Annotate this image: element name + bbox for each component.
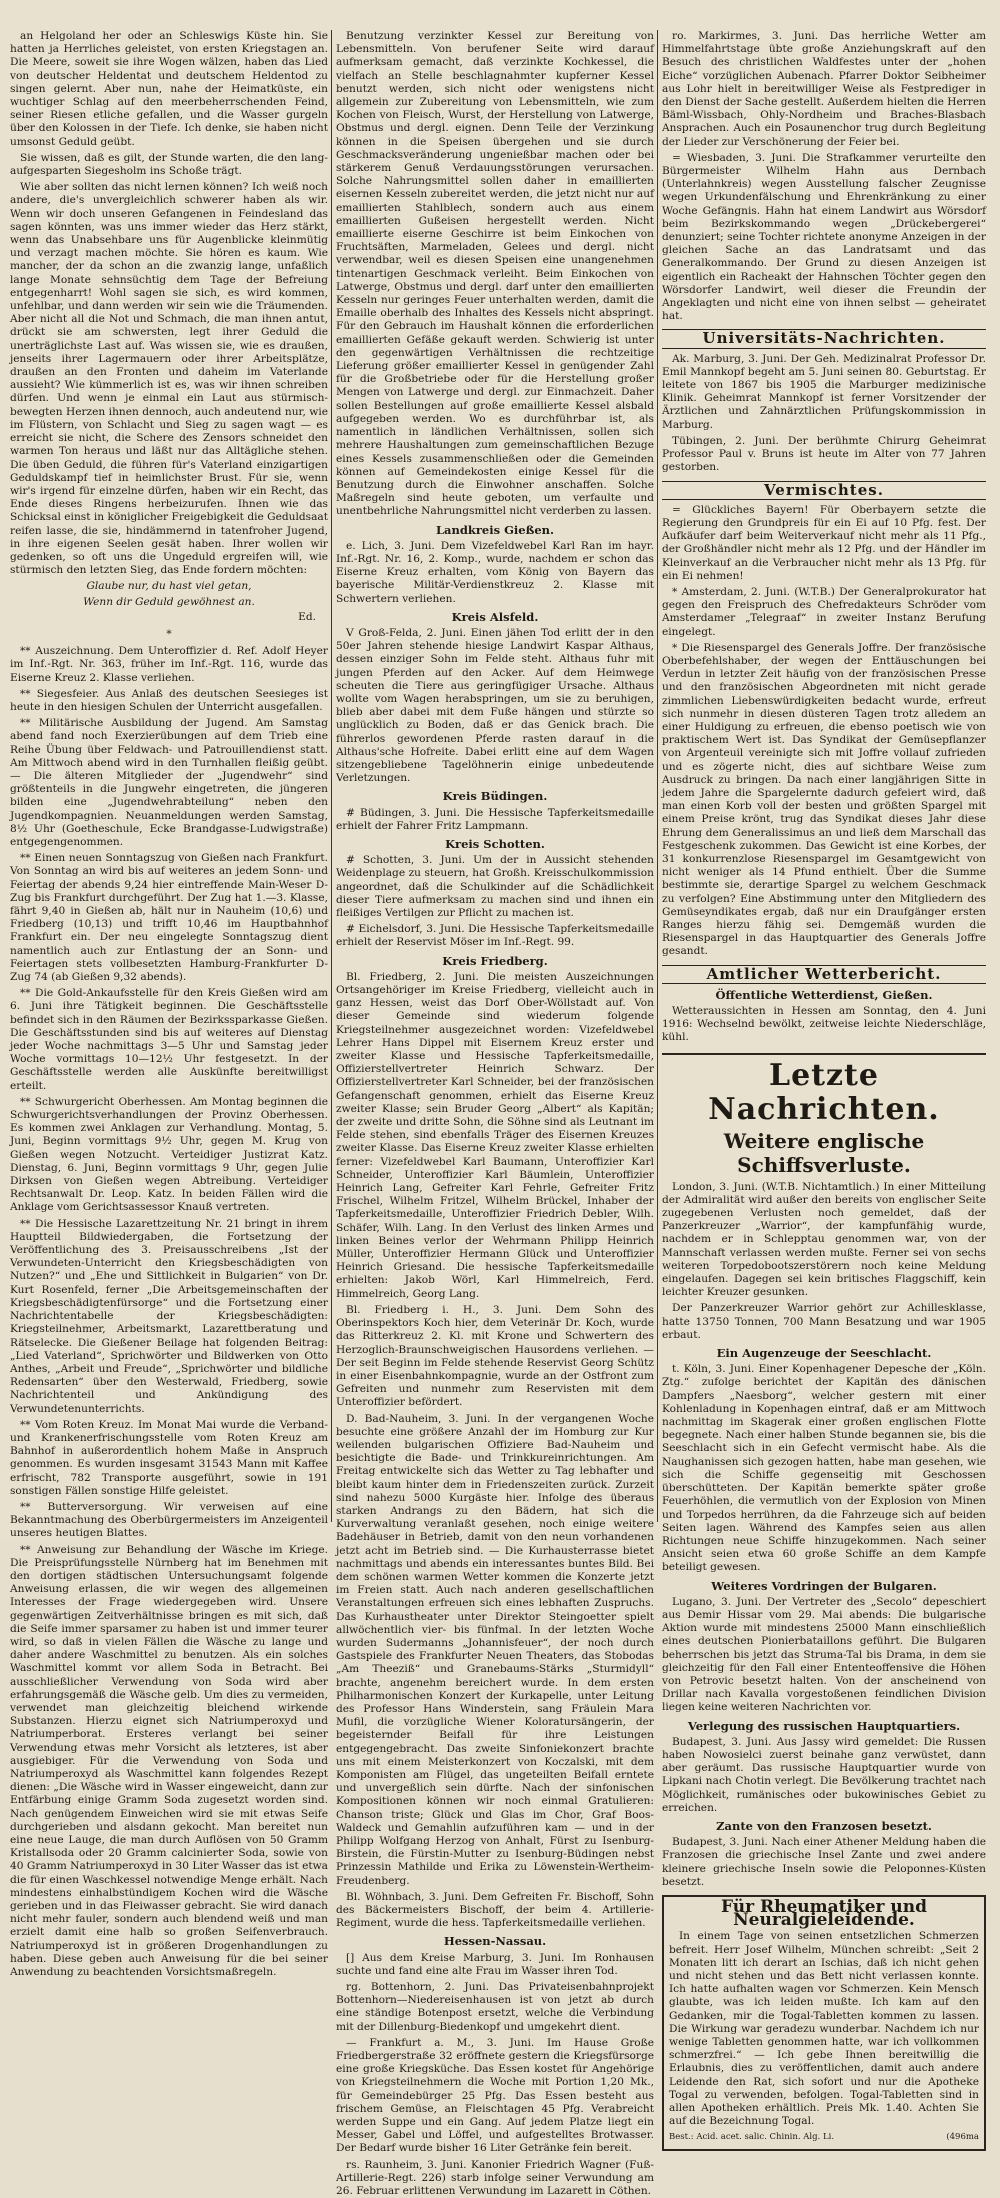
news-item: ** Die Gold-Ankaufsstelle für den Kreis Gießen wird am 6. Juni ihre Tätigkeit beginnen. Die Geschäftsstelle befindet sich in den Räumen der Bezirkssparkasse Gießen. Die Geschäftsstunden sind bis auf weiteres auf Dienstag jeder Woche nachmittags 3—5 Uhr und Samstag jeder Woche vormittags 10—12½ Uhr festgesetzt. In der Geschäftsstelle werden alle Auskünfte bereitwilligst erteilt. <box>10 987 328 1092</box>
section-heading-miscellaneous: Vermischtes. <box>662 481 986 500</box>
news-item: t. Köln, 3. Juni. Einer Kopenhagener Depesche der „Köln. Ztg.“ zufolge berichtet der Kapitän des dänischen Dampfers „Naesborg“, welcher gestern mit einer Kohlenladung in Kopenhagen eintraf, daß er am Mittwoch nachmittag im Skagerak einer großen englischen Flotte begegnete. Nach einer halben Stunde begannen sie, bis die Seeschlacht sich in ein Gefecht vermischt habe. Als die Naughanissen sich gezogen hatten, habe man gesehen, wie sich die Schiffe gegenseitig mit Geschossen überschütteten. Der Kapitän bemerkte später große Feuerhöhlen, die vermutlich von der Explosion von Minen und Torpedos herrühren, da die Fahrzeuge sich auf beiden Seiten lagen. Während des Kampfes seien aus allen Richtungen neue Schiffe hinzugekommen. Nach seiner Ansicht seien etwa 60 große Schiffe an dem Kampfe beteiligt gewesen. <box>662 1363 986 1574</box>
news-item: Budapest, 3. Juni. Nach einer Athener Meldung haben die Franzosen die griechische Insel Zante und zwei andere kleinere griechische Inseln sowie die Peloponnes-Küsten besetzt. <box>662 1836 986 1888</box>
news-item: Bl. Friedberg i. H., 3. Juni. Dem Sohn des Oberinspektors Koch hier, dem Veterinär Dr. Koch, wurde das Ritterkreuz 2. Kl. mit Krone und Schwertern des Herzoglich-Braunschweigischen Hausordens verliehen. — Der seit Beginn im Felde stehende Reservist Georg Schütz in einer Eisenbahnkompagnie, wurde an der Ostfront zum Gefreiten und nunmehr zum Reservisten mit dem Unteroffizier befördert. <box>336 1303 654 1409</box>
news-item: = Wiesbaden, 3. Juni. Die Strafkammer verurteilte den Bürgermeister Wilhelm Hahn aus Dernbach (Unterlahnkreis) wegen Ausstellung falscher Zeugnisse wegen Urkundenfälschung und Ehrenkränkung zu einer Woche Gefängnis. Hahn hat einem Landwirt aus Wörsdorf beim Bezirkskommando wegen „Drückebergerei“ denunziert; seine Tochter richtete anonyme Anzeigen in der gleichen Sache an das Landratsamt und das Generalkommando. Der Grund zu diesen Anzeigen ist eigentlich ein Racheakt der Hahnschen Töchter gegen den Wörsdorfer Landwirt, weil dieser die Freundin der Angeklagten und nicht eine von ihnen selbst — geheiratet hat. <box>662 151 986 323</box>
region-heading: Kreis Friedberg. <box>442 953 548 968</box>
news-item: rs. Raunheim, 3. Juni. Kanonier Friedrich Wagner (Fuß-Artillerie-Regt. 226) starb infolge seiner Verwundung am 26. Februar erlittenen Verwundung im Lazarett in Cöthen. <box>336 2158 654 2198</box>
column-middle <box>336 30 654 2198</box>
news-item: Budapest, 3. Juni. Aus Jassy wird gemeldet: Die Russen haben Nowosielci zuerst beinahe ganz verwüstet, dann aber geräumt. Das russische Hauptquartier wurde von Lipkani nach Chotin verlegt. Die Bevölkerung trachtet nach Möglichkeit, rumänisches oder bukowinisches Gebiet zu erreichen. <box>662 1735 986 1814</box>
news-item: ro. Markirmes, 3. Juni. Das herrliche Wetter am Himmelfahrtstage übte große Anziehungskraft auf den Besuch des christlichen Waldfestes unter der „hohen Eiche“ vorzüglichen Aubenach. Pfarrer Doktor Seibheimer aus Lohr hielt in bereitwilliger Weise als Festprediger in den Dienst der Sache gestellt. Außerdem hielten die Herren Bäml-Wissbach, Ohly-Nordheim und Braches-Blasbach Ansprachen. Auch ein Posaunenchor trug durch Begleitung der Lieder zur Verschönerung der Feier bei. <box>662 30 986 148</box>
news-item: Ak. Marburg, 3. Juni. Der Geh. Medizinalrat Professor Dr. Emil Mannkopf begeht am 5. Juni seinen 80. Geburtstag. Er leitete von 1867 bis 1905 die Marburger medizinische Klinik. Geheimrat Mannkopf ist ferner Vorsitzender der Ärztlichen und Zahnärztlichen Prüfungskommission in Marburg. <box>662 352 986 431</box>
article-paragraph: Sie wissen, daß es gilt, der Stunde warten, die den lang-aufgesparten Siegesholm ins Schoße trägt. <box>10 151 328 178</box>
region-heading: Kreis Schotten. <box>445 836 545 851</box>
section-heading-university: Universitäts-Nachrichten. <box>662 329 986 348</box>
news-item: * Die Riesenspargel des Generals Joffre. Der französische Oberbefehlshaber, der wegen der Enttäuschungen bei Verdun in letzter Zeit häufig von der französischen Presse und den französischen Abgeordneten mit nicht gerade zimmlichen Liebenswürdigkeiten bedacht wurde, erfreut sich nunmehr in diesen düsteren Tagen trotz alledem an einer Huldigung zu erfreuen, die ebenso poetisch wie von praktischem Wert ist. Das Syndikat der Gemüsepflanzer von Argenteuil vereinigte sich mit Joffre vollauf zufrieden und es zögerte nicht, dies auf sichtbare Weise zum Ausdruck zu bringen. Da nach einer langjährigen Sitte in jedem Jahre die Spargelernte dadurch gefeiert wird, daß man einen Korb voll der besten und größten Spargel mit einem Preise krönt, trug das Syndikat dieses Jahr diese Ehrung dem Generalissimus an und ließ dem Marschall das Festgeschenk zukommen. Das Gewicht ist eine Korbes, der 31 konkurrenzlose Riesenspargel im Gesamtgewicht von nicht weniger als 14 Pfund enthielt. Über die Summe bestimmte sie, derartige Spargel zu welchem Geschmack zu verfolgen? Eine Abstimmung unter den Mitgliedern des Gemüseyndikates ergab, daß nur ein Draufgänger ersten Ranges hierzu fähig sei. Demgemäß wurden die Riesenspargel in das Hauptquartier des Generals Joffre gesandt. <box>662 641 986 958</box>
advertisement-heading: Für Rheumatiker und Neuralgieleidende. <box>720 1896 928 1931</box>
news-item: e. Lich, 3. Juni. Dem Vizefeldwebel Karl Ran im hayr. Inf.-Rgt. Nr. 16, 2. Komp., wurde, nachdem er schon das Eiserne Kreuz erhalten, vom König von Bayern das bayerische Militär-Verdienstkreuz 2. Klasse mit Schwertern verliehen. <box>336 539 654 605</box>
region-heading: Kreis Alsfeld. <box>451 609 539 624</box>
news-item: London, 3. Juni. (W.T.B. Nichtamtlich.) In einer Mitteilung der Admiralität wird außer den bereits von englischer Seite zugegebenen Verlusten noch gemeldet, daß der Panzerkreuzer „Warrior“, der kampfunfähig wurde, nachdem er in Schlepptau genommen war, von der Mannschaft verlassen werden mußte. Ferner sei von sechs weiteren Torpedobootszerstörern noch keine Meldung eingelaufen. Dagegen sei kein britisches Flaggschiff, kein leichter Kreuzer gesunken. <box>662 1180 986 1299</box>
author-signature: Ed. <box>298 610 316 623</box>
news-item: rg. Bottenhorn, 2. Juni. Das Privateisenbahnprojekt Bottenhorn—Niedereisenhausen ist von jetzt ab durch eine ständige Botenpost ersetzt, welche die Verbindung mit der Dillenburg-Biedenkopf und umgekehrt dient. <box>336 1981 654 2033</box>
news-item: ** Einen neuen Sonntagszug von Gießen nach Frankfurt. Von Sonntag an wird bis auf weiteres an jedem Sonn- und Feiertag der abends 9,24 hier eintreffende Main-Weser D-Zug bis Frankfurt durchgeführt. Der Zug hat 1.—3. Klasse, fährt 9,40 in Gießen ab, hält nur in Nauheim (10,6) und Friedberg (10,13) und trifft 10,46 im Hauptbahnhof Frankfurt ein. Der neu eingelegte Sonntagszug dient namentlich auch zur Entlastung der an Sonn- und Feiertagen stets vollbesetzten Hamburg-Frankfurter D-Zug 74 (ab Gießen 9,32 abends). <box>10 852 328 984</box>
advertisement-text: In einem Tage von seinen entsetzlichen Schmerzen befreit. Herr Josef Wilhelm, München schreibt: „Seit 2 Monaten litt ich derart an Ischias, daß ich nicht gehen und nicht stehen und das Bett nicht verlassen konnte. Ich hatte aufhalten wagen vor Schmerzen. Kein Mensch glaubte, was ich leiden mußte. Ich kam auf den Gedanken, mir die Togal-Tabletten kommen zu lassen. Die Wirkung war geradezu wunderbar. Nachdem ich nur wenige Tabletten genommen hatte, war ich vollkommen schmerzfrei.“ — Ich gebe Ihnen bereitwillig die Erlaubnis, dies zu veröffentlichen, damit auch andere Leidende den Rat, sich sofort und nur die Apotheke Togal zu verwenden, befolgen. Togal-Tabletten sind in allen Apotheken erhältlich. Preis Mk. 1.40. Achten Sie auf die Bezeichnung Togal. <box>669 1930 979 2128</box>
news-item: Benutzung verzinkter Kessel zur Bereitung von Lebensmitteln. Von berufener Seite wird darauf aufmerksam gemacht, daß verzinkte Kochkessel, die vielfach an Stelle beschlagnahmter kupferner Kessel benutzt werden, sich nicht oder wenigstens nicht allgemein zur Zubereitung von Lebensmitteln, wie zum Kochen von Fleisch, Wurst, der Herstellung von Latwerge, Obstmus und dergl. eignen. Denn Teile der Verzinkung können in die Speisen übergehen und sie durch Geschmacksveränderung ungenießbar machen oder bei stärkerem Genuß Verdauungsstörungen verursachen. Solche Nahrungsmittel sollen daher in emaillierten eisernen Kesseln zubereitet werden, die jetzt nicht nur auf emaillierten Stahlblech, sondern auch aus einem emaillierten Gußeisen hergestellt werden. Nicht emaillierte eiserne Geschirre ist beim Einkochen von Fruchtsäften, Marmeladen, Gelees und dergl. nicht verwendbar, weil es diesen Speisen eine unangenehmen tintenartigen Geschmack verleiht. Beim Einkochen von Latwerge, Obstmus und dergl. darf unter den emaillierten Kesseln nur geringes Feuer unterhalten werden, damit die Emaille oberhalb des Inhaltes des Kessels nicht abspringt. Für den Gebrauch im Haushalt können die erforderlichen emaillierten Gefäße gekauft werden. Schwierig ist unter den gegenwärtigen Verhältnissen die rechtzeitige Lieferung größer emaillierter Kessel in genügender Zahl für die Großbetriebe oder für die Herstellung großer Mengen von Latwerge und dergl. zur Einmachzeit. Daher sollen Bestellungen auf große emaillierte Kessel alsbald aufgegeben werden. Wo es durchführbar ist, als namentlich in ländlichen Verhältnissen, sollen sich mehrere Haushaltungen zum gemeinschaftlichen Bezuge eines Kessels zusammenschließen oder die Gemeinden können auf Gemeindekosten einige Kessel für die Benutzung durch die Einwohner anschaffen. Solche Maßregeln sind heute geboten, um verfaulte und unentbehrliche Nahrungsmittel nicht verderben zu lassen. <box>336 30 654 518</box>
article-paragraph: an Helgoland her oder an Schleswigs Küste hin. Sie hatten ja Herrliches geleistet, von ersten Kriegstagen an. Die Meere, soweit sie ihre Wogen wälzen, haben das Lied von deutscher Heldentat und deutschem Heldentod zu singen gelernt. Aber nun, nahe der Heimatküste, ein wuchtiger Schlag auf den meerbeherrschenden Feind, seiner Riesen etliche gefallen, und die Wasser gurgeln über den Kolossen in der Tiefe. Ich denke, sie haben nicht umsonst Geduld geübt. <box>10 30 328 148</box>
news-item: * Amsterdam, 2. Juni. (W.T.B.) Der Generalprokurator hat gegen den Freispruch des Chefredakteurs Schröder vom Amsterdamer „Telegraaf“ in zweiter Instanz Berufung eingelegt. <box>662 585 986 638</box>
quote-line: Wenn dir Geduld gewöhnest an. <box>83 595 255 608</box>
latest-news-heading: Letzte Nachrichten. <box>662 1053 986 1127</box>
section-heading-weather: Amtlicher Wetterbericht. <box>662 965 986 984</box>
news-item: — Frankfurt a. M., 3. Juni. Im Hause Große Friedbergerstraße 32 eröffnete gestern die Kriegsfürsorge eine große Kriegsküche. Das Essen kostet für Angehörige von Kriegsteilnehmern die Woche mit Portion 1,20 Mk., für Gemeindebürger 25 Pfg. Das Essen besteht aus frischem Gemüse, an Fleischtagen 45 Pfg. Verabreicht werden Suppe und ein Gang. Auf jedem Platze liegt ein Messer, Gabel und Löffel, und aufgestelltes Brotwasser. Der Bedarf wurde bisher 16 Liter Getränke fein bereit. <box>336 2036 654 2155</box>
quote-line: Glaube nur, du hast viel getan, <box>86 580 252 593</box>
news-item: Lugano, 3. Juni. Der Vertreter des „Secolo“ depeschiert aus Demir Hissar vom 29. Mai abends: Die bulgarische Aktion wurde mit mindestens 25000 Mann einschließlich eines deutschen Pionierbataillons geführt. Die Bulgaren beherrschen bis jetzt das Struma-Tal bis Drama, in dem sie gleichzeitig für den Fall einer Ententeoffensive die Höhen von Petrovic besetzt halten. Von der anscheinend von Drillar nach Kavalla vorgestoßenen feindlichen Division liegen keine weiteren Nachrichten vor. <box>662 1595 986 1714</box>
news-item: # Eichelsdorf, 3. Juni. Die Hessische Tapferkeitsmedaille erhielt der Reservist Möser im Inf.-Regt. 99. <box>336 923 654 949</box>
news-item: Tübingen, 2. Juni. Der berühmte Chirurg Geheimrat Professor Paul v. Bruns ist heute im Alter von 77 Jahren gestorben. <box>662 434 986 474</box>
news-item: [] Aus dem Kreise Marburg, 3. Juni. Im Ronhausen suchte und fand eine alte Frau im Wasser ihren Tod. <box>336 1951 654 1977</box>
latest-news-subheading: Weitere englische Schiffsverluste. <box>723 1128 925 1177</box>
column-rule <box>657 30 658 1522</box>
news-item: ** Schwurgericht Oberhessen. Am Montag beginnen die Schwurgerichtsverhandlungen der Provinz Oberhessen. Es kommen zwei Anklagen zur Verhandlung. Montag, 5. Juni, Beginn vormittags 9½ Uhr, gegen M. Krug von Gießen wegen Notzucht. Verteidiger Justizrat Katz. Dienstag, 6. Juni, Beginn vormittags 9 Uhr, gegen Julie Dirksen von Gießen wegen Abtreibung. Verteidiger Rechtsanwalt Dr. Leop. Katz. In beiden Fällen wird die Anklage vom Gerichtsassessor Knauß vertreten. <box>10 1095 328 1214</box>
article-paragraph: Wie aber sollten das nicht lernen können? Ich weiß noch andere, die's unvergleichlich schwerer haben als wir. Wenn wir doch unseren Gefangenen in Feindesland das sagen könnten, was uns immer wieder das Herz stärkt, wenn das Unabsehbare uns für Augenblicke kleinmütig und verzagt machen möchte. Sie hören es kaum. Wie mancher, der da schon an die zwanzig lange, unfaßlich lange Monate sehnsüchtig dem Tage der Befreiung entgegenharrt! Wohl sagen sie sich, es wird kommen, unfehlbar, und dann werden wir sein wie die Träumenden. Aber nicht all die Not und Schmach, die man ihnen antut, drückt sie am schwersten, legt ihrer Geduld die unerträglichste Last auf. Was wissen sie, wie es draußen, jenseits ihrer Lagermauern oder ihrer Arbeitsplätze, draußen an den Fronten und daheim im Vaterlande aussieht? Wie kümmerlich ist es, was wir ihnen schreiben dürfen. Und wenn je einmal ein Laut aus stürmisch-bewegten Herzen ihnen dennoch, auch andeutend nur, wie im Flüstern, von Schlacht und Sieg zu sagen wagt — es erreicht sie nicht, die Schere des Zensors schneidet den warmen Ton heraus und läßt nur das Alltägliche stehen. Die üben Geduld, die führen für's Vaterland einzigartigen Geduldskampf tief in heimlichster Brust. Für sie, wenn wir's irgend für einzelne dürfen, haben wir ein Recht, das Ende dieses Ringens herbeizurufen. Ihnen wie das Schicksal einst in königlicher Freigebigkeit die Geduldsaat reifen lasse, die sie, hindämmernd in tatenfroher Jugend, in ihre eigenen Seelen gesät haben. Ihrer wollen wir gedenken, so oft uns die Ungeduld ergreifen will, wie stürmisch den letzten Sieg, das Ende fordern möchten: <box>10 181 328 577</box>
region-heading: Landkreis Gießen. <box>435 522 555 537</box>
news-item: V Groß-Felda, 2. Juni. Einen jähen Tod erlitt der in den 50er Jahren stehende hiesige Landwirt Kaspar Althaus, dessen einziger Sohn im Felde steht. Althaus fuhr mit jungen Pferden auf den Acker. Auf dem Heimwege scheuten die Tiere aus geringfügiger Ursache. Althaus wollte vom Wagen herabspringen, um sie zu beruhigen, blieb aber dabei mit dem Fuße hängen und stürzte so unglücklich zu Boden, daß er das Genick brach. Die führerlos gewordenen Pferde rasten darauf in die Althaus'sche Hofreite. Dabei erlitt eine auf dem Wagen sitzengebliebene Tagelöhnerin einige unbedeutende Verletzungen. <box>336 626 654 785</box>
news-item: = Glückliches Bayern! Für Oberbayern setzte die Regierung den Grundpreis für ein Ei auf 10 Pfg. fest. Der Aufkäufer darf beim Weiterverkauf nicht mehr als 11 Pfg., der Großhändler nicht mehr als 12 Pfg. und der Händler im Kleinverkauf an die Verbraucher nicht mehr als 13 Pfg. für ein Ei nehmen! <box>662 503 986 582</box>
region-heading: Hessen-Nassau. <box>443 1934 547 1949</box>
news-item: ** Vom Roten Kreuz. Im Monat Mai wurde die Verband- und Krankenerfrischungsstelle vom Roten Kreuz am Bahnhof in außerordentlich hohem Maße in Anspruch genommen. Es wurden insgesamt 31543 Mann mit Kaffee erfrischt, 782 Transporte ausgeführt, sowie in 191 sonstigen Fällen sonstige Hilfe geleistet. <box>10 1418 328 1497</box>
region-heading: Kreis Büdingen. <box>442 789 548 804</box>
news-item: Bl. Friedberg, 2. Juni. Die meisten Auszeichnungen Ortsangehöriger im Kreise Friedberg, vielleicht auch in ganz Hessen, weist das Dorf Ober-Wöllstadt auf. Von dieser Gemeinde sind wiederum folgende Kriegsteilnehmer ausgezeichnet worden: Vizefeldwebel Lehrer Hans Dippel mit Eisernem Kreuz erster und zweiter Klasse und Hessische Tapferkeitsmedaille, Offizierstellvertreter Heinrich Schwarz. Der Offizierstellvertreter Karl Schneider, bei der französischen Gefangenschaft genommen, erhielt das Eiserne Kreuz zweiter Klasse; sein Bruder Georg „Albert“ als Kapitän; der zweite und dritte Sohn, die Söhne sind als Leutnant im Felde stehen, sind ebenfalls Träger des Eisernen Kreuzes zweiter Klasse. Das Eiserne Kreuz zweiter Klasse erhielten ferner: Vizefeldwebel Karl Baumann, Unteroffizier Karl Schneider, Unteroffizier Karl Bäumlein, Unteroffizier Heinrich Lang, Gefreiter Karl Fehrle, Gefreiter Fritz Frischel, Wilhelm Fritzel, Wilhelm Brückel, Inhaber der Tapferkeitsmedaille, Unteroffizier Friedrich Debler, Wilh. Schäfer, Wilh. Lang. In den Verlust des linken Armes und linken Beines verlor der Wehrmann Philipp Heinrich Müller, Unteroffizier Hermann Glück und Unteroffizier Heinrich Griesand. Die hessische Tapferkeitsmedaille erhielten: Jakob Wörl, Karl Himmelreich, Ferd. Himmelreich, Georg Lang. <box>336 970 654 1300</box>
news-item: # Büdingen, 3. Juni. Die Hessische Tapferkeitsmedaille erhielt der Fahrer Fritz Lampmann. <box>336 806 654 832</box>
column-right <box>662 30 986 2143</box>
news-item: ** Militärische Ausbildung der Jugend. Am Samstag abend fand noch Exerzierübungen auf dem Trieb eine Reihe Übung über Feldwach- und Patrouillendienst statt. Am Mittwoch abend wird in den Turnhallen fleißig geübt. — Die älteren Mitglieder der „Jugendwehr“ sind größtenteils in die Jungwehr eingetreten, die jüngeren bilden eine „Jugendwehrabteilung“ neben den Jugendkompagnien. Neuanmeldungen werden Samstag, 8½ Uhr (Goetheschule, Ecke Brandgasse-Ludwigstraße) entgegengenommen. <box>10 717 328 848</box>
news-item: ** Anweisung zur Behandlung der Wäsche im Kriege. Die Preisprüfungsstelle Nürnberg hat im Benehmen mit den dortigen städtischen Untersuchungsamt folgende Anweisung erlassen, die wir wegen des allgemeinen Interesses der Frage wiedergegeben wird. Unsere gegenwärtigen Zeitverhältnisse bringen es mit sich, daß die Seife immer sparsamer zu haben ist und immer teurer wird, so daß in vielen Fällen die Wäsche zu lange und daher andere Waschmittel zu benutzen. Als ein solches Waschmittel kommt vor allem Soda in Betracht. Bei ausschließlicher Verwendung von Soda wird aber erfahrungsgemäß die Wäsche gelb. Um dies zu vermeiden, verwendet man gleichzeitig bleichend wirkende Substanzen. Hierzu eignet sich Natriumperoxyd und Natriumperborat. Ersteres verlangt bei seiner Verwendung etwas mehr Vorsicht als letzteres, ist aber ausgiebiger. Für die Verwendung von Soda und Natriumperoxyd als Waschmittel kann folgendes Rezept dienen: „Die Wäsche wird in Wasser eingeweicht, dann zur Entfärbung einige Gramm Soda zugesetzt worden sind. Nach genügendem Einweichen wird sie mit etwas Seife durchgerieben und alsdann gekocht. Man bereitet nun eine neue Lauge, die man durch Auflösen von 50 Gramm Kristallsoda oder 20 Gramm calcinierter Soda, sowie von 40 Gramm Natriumperoxyd in 30 Liter Wasser das ist etwa die für einen Waschkessel notwendige Menge erhält. Nach mindestens einhalbstündigem Kochen wird die Wäsche gerieben und in das Fleiwasser gebracht. Sie wird danach nicht mehr fauler, sondern auch blendend weiß und man erzielt damit eine halb so großen Seifenverbrauch. Natriumperoxyd ist in größeren Drogenhandlungen zu haben. Diese geben auch Anweisung für die bei seiner Anwendung zu beachtenden Vorsichtsmaßregeln. <box>10 1543 328 1979</box>
separator-asterisk: * <box>166 627 172 640</box>
news-item: ** Siegesfeier. Aus Anlaß des deutschen Seesieges ist heute in den hiesigen Schulen der Unterricht ausgefallen. <box>10 687 328 713</box>
news-heading: Zante von den Franzosen besetzt. <box>716 1818 932 1833</box>
weather-service-line: Öffentliche Wetterdienst, Gießen. <box>715 987 933 1002</box>
news-item: Bl. Wöhnbach, 3. Juni. Dem Gefreiten Fr. Bischoff, Sohn des Bäckermeisters Bischoff, der beim 4. Artillerie-Regiment, wurde die hess. Tapferkeitsmedaille verliehen. <box>336 1890 654 1930</box>
news-heading: Verlegung des russischen Hauptquartiers. <box>687 1718 961 1733</box>
news-item: # Schotten, 3. Juni. Um der in Aussicht stehenden Weidenplage zu steuern, hat Großh. Kreisschulkommission angeordnet, daß die Schulkinder auf die Schädlichkeit dieser Tiere aufmerksam zu machen sind und ihnen ein fleißiges Vertilgen zur Pflicht zu machen ist. <box>336 854 654 919</box>
advertisement-ingredients: Best.: Acid. acet. salic. Chinin. Alg. Li. <box>669 2132 835 2143</box>
news-item: ** Auszeichnung. Dem Unteroffizier d. Ref. Adolf Heyer im Inf.-Rgt. Nr. 363, früher im Inf.-Rgt. 116, wurde das Eiserne Kreuz 2. Klasse verliehen. <box>10 645 328 684</box>
news-item: ** Die Hessische Lazarettzeitung Nr. 21 bringt in ihrem Hauptteil Bildwiedergaben, die Fortsetzung der Veröffentlichung des 3. Preisausschreibens „Ist der Verwundeten-Unterricht den Kriegsbeschädigten von Nutzen?“ und „Ehe und Sittlichkeit in Bulgarien“ von Dr. Kurt Rosenfeld, ferner „Die Arbeitsgemeinschaften der Kriegsbeschädigtenfürsorge“ und die Fortsetzung einer Nachrichtentabelle der Kriegsbeschädigten: Kriegsteilnehmer, Arbeitsmarkt, Lazarettberatung und Rätselecke. Die Gießener Beilage hat folgenden Beitrag: „Lied Vaterland“, Sprichwörter und Bildwerken von Otto Anthes, „Arbeit und Freude“, „Sprichwörter und bildliche Redensarten“ über den Westerwald, Friedberg, sowie Nachrichtenteil und Ankündigung des Verwundetenunterrichts. <box>10 1217 328 1415</box>
news-item: D. Bad-Nauheim, 3. Juni. In der vergangenen Woche besuchte eine größere Anzahl der im Homburg zur Kur weilenden bulgarischen Offiziere Bad-Nauheim und besichtigte die Bade- und Trinkkureinrichtungen. Am Freitag entwickelte sich das Wetter zu Tag lebhafter und bleibt kaum hinter dem in Friedenszeiten zurück. Zurzeit sind nahezu 5000 Kurgäste hier. Infolge des überaus starken Andrangs zu den Bädern, hat sich die Kurverwaltung veranlaßt gesehen, noch einige weitere Badehäuser in Betrieb, damit von den neun vorhandenen jetzt acht im Betrieb sind. — Die Kurhausterrasse bietet nachmittags und abends ein interessantes buntes Bild. Bei dem schönen warmen Wetter kommen die Konzerte jetzt im Freien statt. Auch nach anderen gesellschaftlichen Veranstaltungen erfreuen sich eines lebhaften Zuspruchs. Das Kurhaustheater unter Direktor Steingoetter spielt allwöchentlich vier- bis fünfmal. In der letzten Woche wurden Sudermanns „Johannisfeuer“, der noch durch Gastspiele des Frankfurter Neuen Theaters, das Stobodas „Am Theeziß“ und Granebaums-Stärks „Sturmidyll“ brachte, angenehm bereichert wurde. In dem ersten Philharmonischen Konzert der Kurkapelle, unter Leitung des Professor Hans Winderstein, sang Fräulein Mara Mufil, die vorzügliche Wiener Koloratursängerin, der begeisternder Beifall für ihre Leistungen entgegengebracht. Das zweite Sinfoniekonzert brachte uns mit einem Meisterkonzert von Koczalski, mit dem Komponisten am Flügel, das ungeteilten Beifall erntete und unvergeßlich sein dürfte. Nach der sinfonischen Kompositionen können wir noch einmal Gratulieren: Chanson triste; Glück und Glas im Chor, Graf Boos-Waldeck und Gemahlin aufzuführen kam — und in der Philipp Wolfgang Herzog von Anhalt, Fürst zu Isenburg-Birstein, die Fürstin-Mutter zu Isenburg-Büdingen nebst Prinzessin Mathilde und Erika zu Löwenstein-Wertheim-Freudenberg. <box>336 1412 654 1887</box>
news-item: ** Butterversorgung. Wir verweisen auf eine Bekanntmachung des Oberbürgermeisters im Anzeigenteil unseres heutigen Blattes. <box>10 1500 328 1540</box>
advertisement-box <box>662 1895 986 2151</box>
column-rule <box>331 30 332 1522</box>
news-item: Der Panzerkreuzer Warrior gehört zur Achillesklasse, hatte 13750 Tonnen, 700 Mann Besatzung und war 1905 erbaut. <box>662 1302 986 1341</box>
column-left <box>10 30 328 1979</box>
weather-forecast: Wetteraussichten in Hessen am Sonntag, den 4. Juni 1916: Wechselnd bewölkt, zeitweise leichte Niederschläge, kühl. <box>662 1005 986 1044</box>
advertisement-footer <box>669 2131 979 2144</box>
news-heading: Ein Augenzeuge der Seeschlacht. <box>716 1346 932 1361</box>
advertisement-code: (496ma <box>946 2132 979 2143</box>
news-heading: Weiteres Vordringen der Bulgaren. <box>711 1578 937 1593</box>
